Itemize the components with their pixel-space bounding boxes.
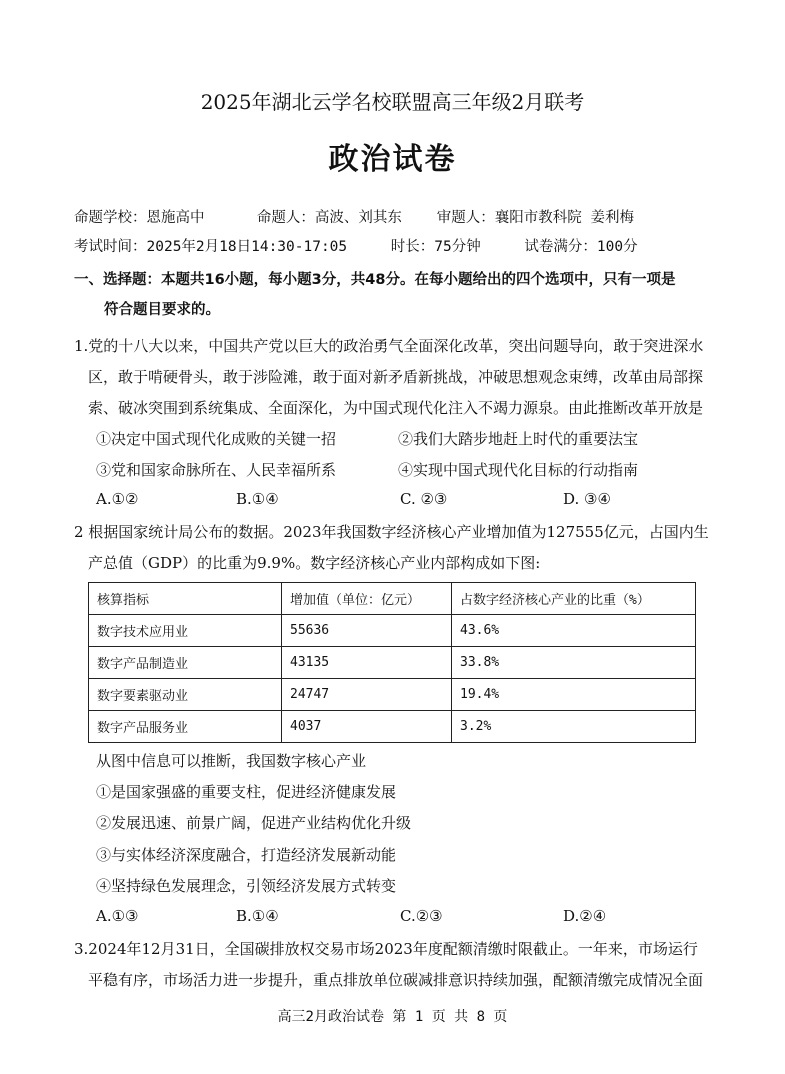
table-cell: 43135 (282, 647, 452, 679)
table-row (89, 679, 696, 711)
q1-option-1: ①决定中国式现代化成败的关键一招 (96, 430, 337, 448)
section-heading-cont: 符合题目要求的。 (104, 302, 220, 318)
q2-option-1: ①是国家强盛的重要支柱，促进经济健康发展 (96, 783, 397, 801)
q2-choice-b: B.①④ (236, 907, 279, 925)
q1-choice-c: C. ②③ (400, 490, 448, 508)
q1-stem-line2: 区，敢于啃硬骨头，敢于涉险滩，敢于面对新矛盾新挑战，冲破思想观念束缚，改革由局部探 (88, 368, 704, 386)
q1-option-4: ④实现中国式现代化目标的行动指南 (398, 461, 639, 479)
table-cell: 33.8% (452, 647, 696, 679)
exam-meta-time: 考试时间：2025年2月18日14:30-17:05 时长：75分钟 试卷满分：100分 (74, 239, 638, 255)
q2-choice-a: A.①③ (96, 907, 139, 925)
q3-stem-line1: 3.2024年12月31日，全国碳排放权交易市场2023年度配额清缴时限截止。一年来，市场运行 (74, 940, 698, 958)
q1-choice-d: D. ③④ (563, 490, 611, 508)
table-header-cell: 核算指标 (89, 583, 282, 615)
table-header-cell: 占数字经济核心产业的比重（%） (452, 583, 696, 615)
q1-option-3: ③党和国家命脉所在、人民幸福所系 (96, 461, 337, 479)
exam-meta-authors: 命题学校：恩施高中 命题人：高波、刘其东 审题人：襄阳市教科院 姜利梅 (74, 210, 635, 226)
table-row (89, 647, 696, 679)
table-header-row (89, 583, 696, 615)
table-row (89, 615, 696, 647)
q1-choice-a: A.①② (96, 490, 139, 508)
page-footer: 高三2月政治试卷 第 1 页 共 8 页 (277, 1009, 508, 1025)
q3-stem-line2: 平稳有序，市场活力进一步提升，重点排放单位碳减排意识持续加强，配额清缴完成情况全面 (88, 971, 704, 989)
q2-stem-line2: 产总值（GDP）的比重为9.9%。数字经济核心产业内部构成如下图: (88, 554, 541, 572)
q2-choice-c: C.②③ (400, 907, 443, 925)
q2-option-2: ②发展迅速、前景广阔，促进产业结构优化升级 (96, 814, 412, 832)
q2-option-4: ④坚持绿色发展理念，引领经济发展方式转变 (96, 877, 397, 895)
table-cell: 数字技术应用业 (89, 615, 282, 647)
table-cell: 4037 (282, 711, 452, 743)
q2-question: 从图中信息可以推断，我国数字核心产业 (96, 752, 367, 770)
q2-choice-d: D.②④ (563, 907, 607, 925)
table-cell: 43.6% (452, 615, 696, 647)
q1-stem-line1: 1.党的十八大以来，中国共产党以巨大的政治勇气全面深化改革，突出问题导向，敢于突进深水 (74, 337, 704, 355)
q1-stem-line3: 索、破冰突围到系统集成、全面深化，为中国式现代化注入不竭力源泉。由此推断改革开放是 (88, 399, 704, 417)
table-cell: 55636 (282, 615, 452, 647)
q2-option-3: ③与实体经济深度融合，打造经济发展新动能 (96, 846, 397, 864)
table-cell: 19.4% (452, 679, 696, 711)
table-cell: 数字要素驱动业 (89, 679, 282, 711)
table-cell: 数字产品服务业 (89, 711, 282, 743)
q1-choice-b: B.①④ (236, 490, 279, 508)
table-cell: 24747 (282, 679, 452, 711)
table-header-cell: 增加值（单位：亿元） (282, 583, 452, 615)
q1-option-2: ②我们大踏步地赶上时代的重要法宝 (398, 430, 639, 448)
table-cell: 3.2% (452, 711, 696, 743)
data-table (88, 582, 696, 743)
q2-stem-line1: 2 根据国家统计局公布的数据。2023年我国数字经济核心产业增加值为127555亿元，占国内生 (74, 523, 709, 541)
subject-title: 政治试卷 (328, 142, 457, 177)
table-row (89, 711, 696, 743)
section-heading: 一、选择题：本题共16小题，每小题3分，共48分。在每小题给出的四个选项中，只有一项是 (74, 272, 676, 288)
table-cell: 数字产品制造业 (89, 647, 282, 679)
exam-title: 2025年湖北云学名校联盟高三年级2月联考 (200, 90, 585, 114)
